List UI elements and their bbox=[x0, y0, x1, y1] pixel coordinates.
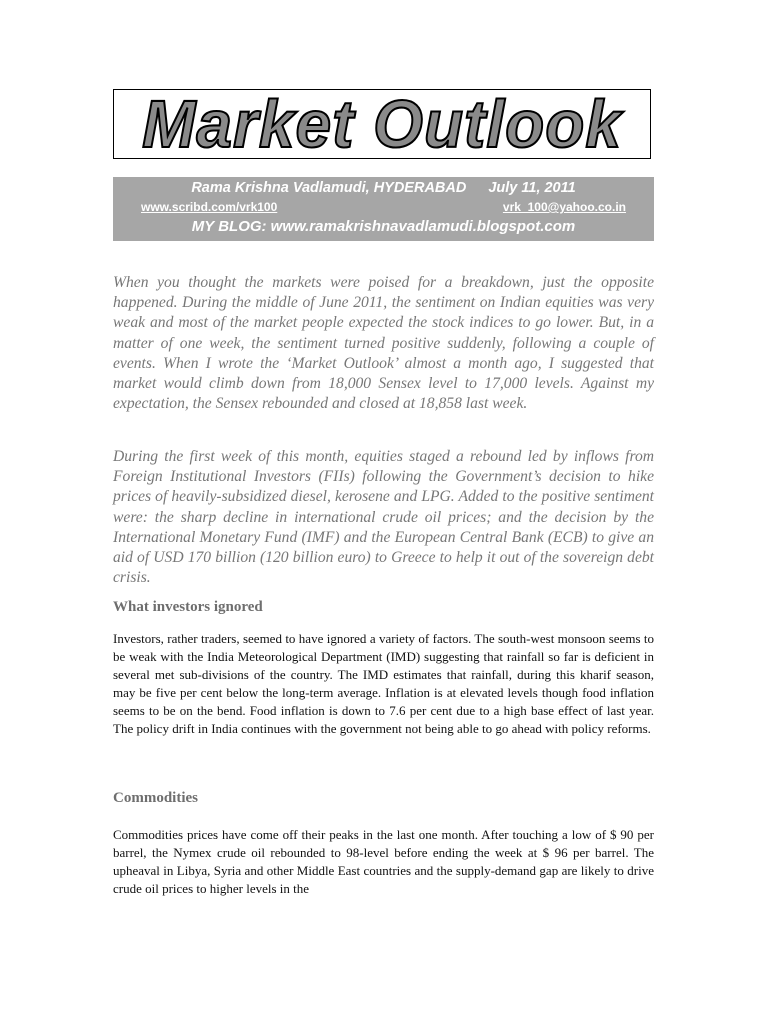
publish-date: July 11, 2011 bbox=[488, 180, 576, 196]
banner-author-line bbox=[113, 180, 654, 196]
email-link[interactable]: vrk_100@yahoo.co.in bbox=[502, 200, 626, 214]
author-banner bbox=[113, 177, 654, 241]
scribd-link[interactable]: www.scribd.com/vrk100 bbox=[141, 200, 278, 214]
masthead-box bbox=[113, 89, 651, 159]
banner-links-line bbox=[141, 200, 626, 214]
masthead-title: Market Outlook bbox=[142, 89, 622, 159]
section-heading-what-investors-ignored: What investors ignored bbox=[113, 599, 263, 615]
author-name: Rama Krishna Vadlamudi, HYDERABAD bbox=[191, 180, 467, 196]
blog-link[interactable]: MY BLOG: www.ramakrishnavadlamudi.blogspot.com bbox=[191, 218, 576, 235]
section-heading-commodities: Commodities bbox=[113, 790, 198, 806]
section-body-paragraph: Investors, rather traders, seemed to have ignored a variety of factors. The south-west monsoon seems to be weak with the India Meteorological Department (IMD) suggesting that rainfall so far is deficient in several met sub-divisions of the country. The IMD estimates that rainfall, during this kharif season, may be five per cent below the long-term average. Inflation is at elevated levels though food inflation seems to be on the bend. Food inflation is down to 7.6 per cent due to a high base effect of last year. The policy drift in India continues with the government not being able to go ahead with policy reforms. bbox=[113, 631, 654, 736]
intro-paragraph: During the first week of this month, equities staged a rebound led by inflows from Foreign Institutional Investors (FIIs) following the Government’s decision to hike prices of heavily-subsidized diesel, kerosene and LPG. Added to the positive sentiment were: the sharp decline in international crude oil prices; and the decision by the International Monetary Fund (IMF) and the European Central Bank (ECB) to give an aid of USD 170 billion (120 billion euro) to Greece to help it out of the sovereign debt crisis. bbox=[113, 448, 654, 587]
section-body-paragraph: Commodities prices have come off their peaks in the last one month. After touching a low of $ 90 per barrel, the Nymex crude oil rebounded to 98-level before ending the week at $ 96 per barrel. The upheaval in Libya, Syria and other Middle East countries and the supply-demand gap are likely to drive crude oil prices to higher levels in the bbox=[113, 827, 654, 896]
intro-paragraph: When you thought the markets were poised for a breakdown, just the opposite happened. During the middle of June 2011, the sentiment on Indian equities was very weak and most of the market people expected the stock indices to go lower. But, in a matter of one week, the sentiment turned positive suddenly, following a couple of events. When I wrote the ‘Market Outlook’ almost a month ago, I suggested that market would climb down from 18,000 Sensex level to 17,000 levels. Against my expectation, the Sensex rebounded and closed at 18,858 last week. bbox=[113, 274, 654, 413]
